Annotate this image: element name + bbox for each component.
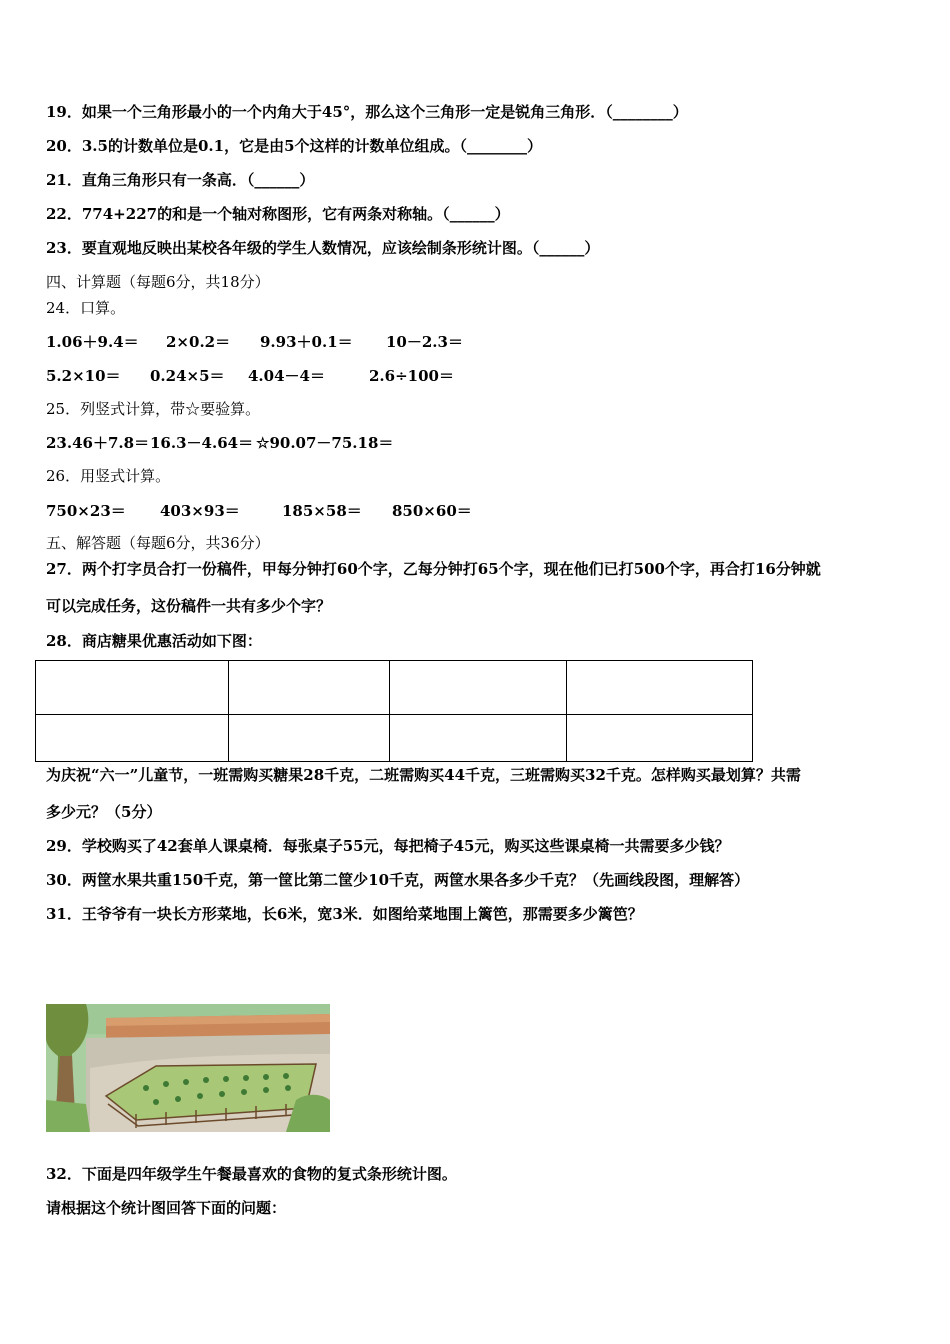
section-4-heading: 四、计算题（每题6分，共18分） bbox=[46, 273, 270, 291]
question-28-line-1: 为庆祝“六一”儿童节，一班需购买糖果28千克，二班需购买44千克，三班需购买32千克。怎样购买最划算？共需 bbox=[46, 766, 801, 784]
calc-item: 1.06＋9.4＝ bbox=[46, 333, 139, 351]
vegetable-garden-illustration bbox=[46, 1004, 330, 1132]
question-28: 28．商店糖果优惠活动如下图： bbox=[46, 632, 262, 650]
calc-item: 0.24×5＝ bbox=[150, 367, 225, 385]
question-27-line-1: 27．两个打字员合打一份稿件，甲每分钟打60个字，乙每分钟打65个字，现在他们已打500个字，再合打16分钟就 bbox=[46, 560, 821, 578]
calc-item: 185×58＝ bbox=[282, 502, 362, 520]
price-table bbox=[35, 660, 753, 762]
calc-item: ☆90.07－75.18＝ bbox=[256, 434, 394, 452]
question-29: 29．学校购买了42套单人课桌椅．每张桌子55元，每把椅子45元，购买这些课桌椅一共需要多少钱？ bbox=[46, 837, 730, 855]
calc-item: 16.3－4.64＝ bbox=[150, 434, 254, 452]
calc-item: 23.46＋7.8＝ bbox=[46, 434, 150, 452]
table-cell bbox=[228, 661, 390, 715]
question-25: 25．列竖式计算，带☆要验算。 bbox=[46, 400, 261, 418]
question-23: 23．要直观地反映出某校各年级的学生人数情况，应该绘制条形统计图。（______） bbox=[46, 239, 600, 257]
table-row bbox=[36, 715, 753, 762]
calc-item: 2.6÷100＝ bbox=[369, 367, 454, 385]
table-cell bbox=[228, 715, 390, 762]
question-19: 19．如果一个三角形最小的一个内角大于45°，那么这个三角形一定是锐角三角形．（________） bbox=[46, 103, 688, 121]
calc-item: 5.2×10＝ bbox=[46, 367, 121, 385]
calc-item: 2×0.2＝ bbox=[166, 333, 231, 351]
question-30: 30．两筐水果共重150千克，第一筐比第二筐少10千克，两筐水果各多少千克？（先画线段图，理解答） bbox=[46, 871, 750, 889]
question-21: 21．直角三角形只有一条高．（______） bbox=[46, 171, 315, 189]
question-32: 32．下面是四年级学生午餐最喜欢的食物的复式条形统计图。 bbox=[46, 1165, 457, 1183]
calc-item: 10－2.3＝ bbox=[386, 333, 463, 351]
table-cell bbox=[390, 715, 567, 762]
calc-item: 9.93＋0.1＝ bbox=[260, 333, 353, 351]
question-24: 24．口算。 bbox=[46, 299, 126, 317]
calc-item: 750×23＝ bbox=[46, 502, 126, 520]
question-32-subtitle: 请根据这个统计图回答下面的问题： bbox=[46, 1199, 287, 1217]
question-20: 20．3.5的计数单位是0.1，它是由5个这样的计数单位组成。（________） bbox=[46, 137, 543, 155]
calc-item: 403×93＝ bbox=[160, 502, 240, 520]
question-31: 31．王爷爷有一块长方形菜地，长6米，宽3米．如图给菜地围上篱笆，那需要多少篱笆？ bbox=[46, 905, 643, 923]
question-27-line-2: 可以完成任务，这份稿件一共有多少个字？ bbox=[46, 597, 332, 615]
question-28-line-2: 多少元？（5分） bbox=[46, 803, 162, 821]
table-cell bbox=[36, 715, 229, 762]
table-cell bbox=[36, 661, 229, 715]
calc-item: 4.04－4＝ bbox=[248, 367, 325, 385]
table-cell bbox=[390, 661, 567, 715]
table-cell bbox=[567, 661, 753, 715]
table-header-row bbox=[36, 661, 753, 715]
question-22: 22．774+227的和是一个轴对称图形，它有两条对称轴。（______） bbox=[46, 205, 510, 223]
table-cell bbox=[567, 715, 753, 762]
calc-item: 850×60＝ bbox=[392, 502, 472, 520]
section-5-heading: 五、解答题（每题6分，共36分） bbox=[46, 534, 270, 552]
question-26: 26．用竖式计算。 bbox=[46, 467, 171, 485]
